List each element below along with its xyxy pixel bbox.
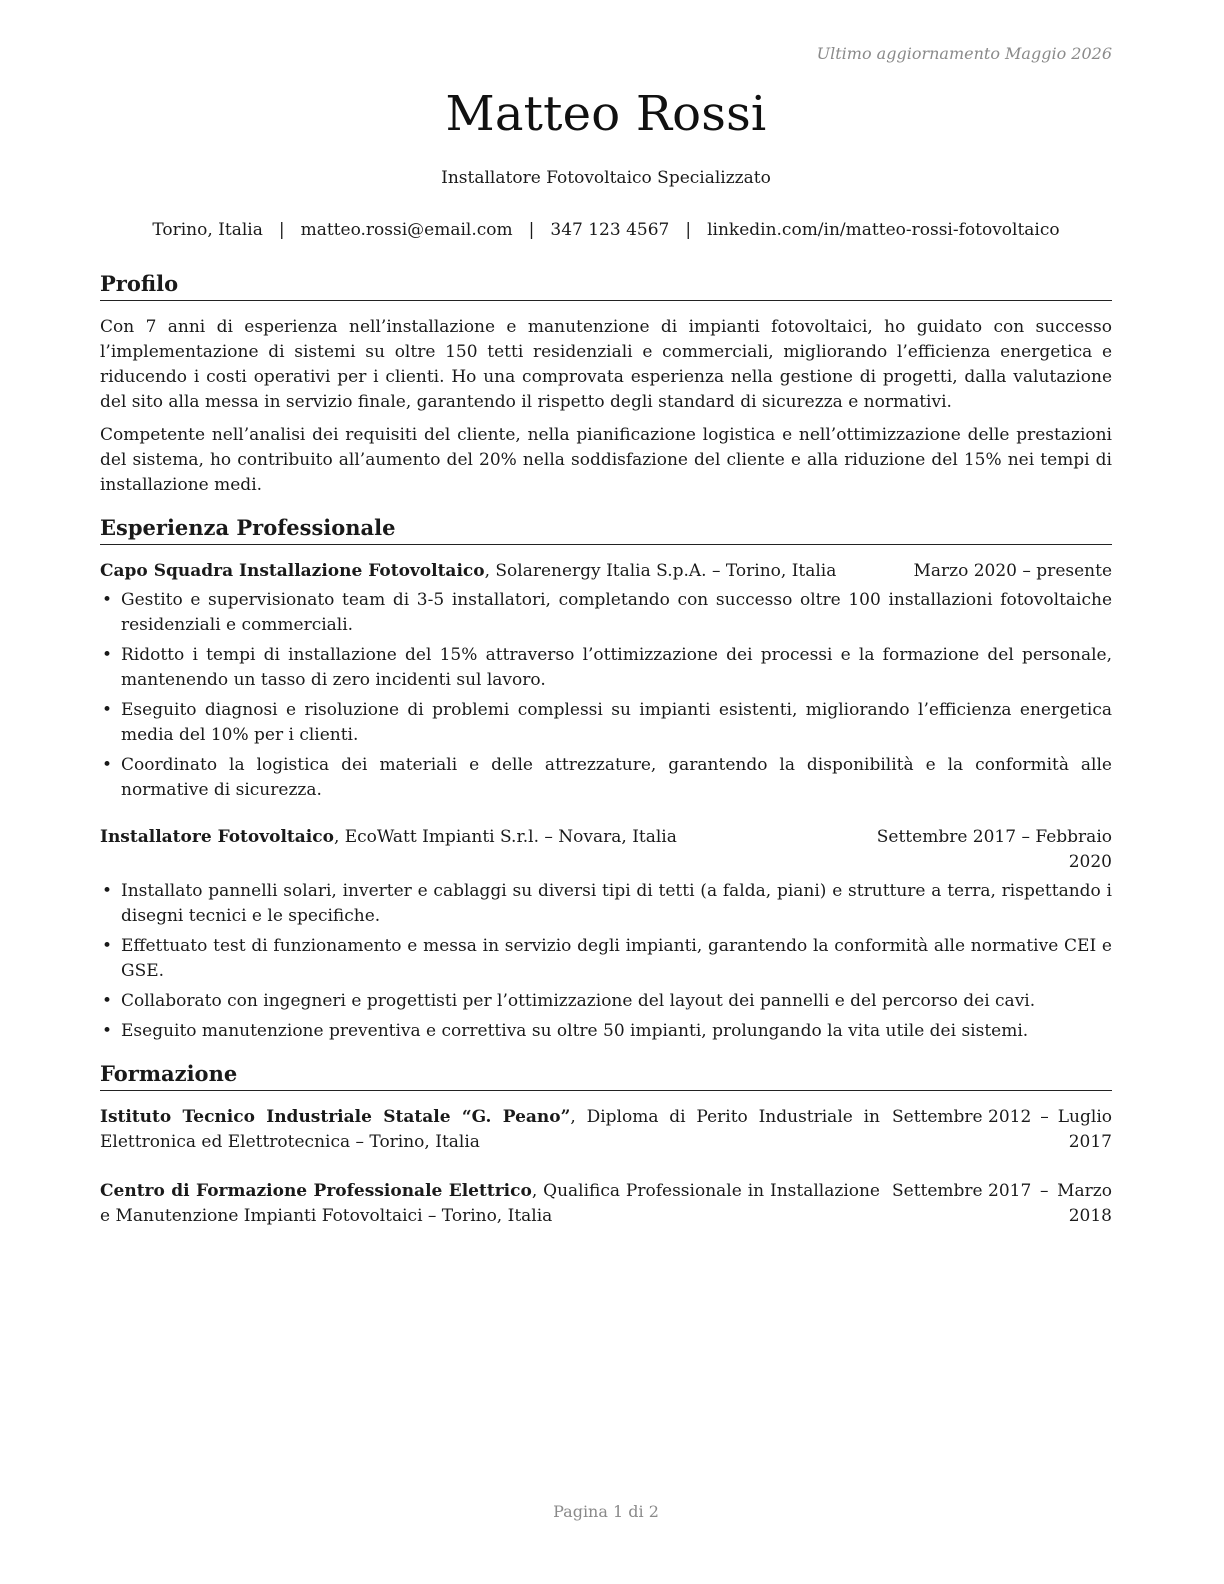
job-bullet-list <box>100 588 1112 803</box>
list-item <box>100 1019 1112 1044</box>
bullet-text: Eseguito diagnosi e risoluzione di problemi complessi su impianti esistenti, migliorando l’efficienza energetica media del 10% per i clienti. <box>121 700 1112 745</box>
education-entry <box>100 1105 1112 1155</box>
resume-content <box>100 270 1112 1243</box>
job-header <box>100 559 1112 584</box>
profile-paragraph: Con 7 anni di esperienza nell’installazione e manutenzione di impianti fotovoltaici, ho guidato con successo l’implementazione di sistemi su oltre 150 tetti residenziali e commerciali, migliorando l’efficienza energetica e riducendo i costi operativi per i clienti. Ho una comprovata esperienza nella gestione di progetti, dalla valutazione del sito alla messa in servizio finale, garantendo il rispetto degli standard di sicurezza e normativi. <box>100 317 1112 412</box>
contact-email-link[interactable]: matteo.rossi@email.com <box>300 220 513 240</box>
education-description <box>100 1179 880 1229</box>
bullet-text: Gestito e supervisionato team di 3-5 installatori, completando con successo oltre 100 installazioni fotovoltaiche residenziali e commerciali. <box>121 590 1112 635</box>
job-role: Capo Squadra Installazione Fotovoltaico <box>100 561 485 581</box>
experience-section <box>100 514 1112 1044</box>
contact-line <box>100 220 1112 240</box>
bullet-text: Collaborato con ingegneri e progettisti per l’ottimizzazione del layout dei pannelli e del percorso dei cavi. <box>121 991 1036 1011</box>
education-date-dash: – <box>1039 1181 1049 1201</box>
bullet-text: Coordinato la logistica dei materiali e delle attrezzature, garantendo la disponibilità e la conformità alle normative di sicurezza. <box>121 755 1112 800</box>
contact-separator: | <box>685 220 692 240</box>
education-dates <box>892 1179 1112 1229</box>
job-bullet-list <box>100 879 1112 1044</box>
list-item <box>100 989 1112 1014</box>
education-date-end-month: Marzo <box>1057 1181 1112 1201</box>
profile-section <box>100 270 1112 498</box>
job-company: , EcoWatt Impianti S.r.l. – Novara, Italia <box>333 827 677 847</box>
bullet-icon: • <box>102 590 113 610</box>
bullet-icon: • <box>102 1021 113 1041</box>
job-title: Installatore Fotovoltaico Specializzato <box>441 168 771 188</box>
page-number: Pagina 1 di 2 <box>553 1502 659 1521</box>
bullet-text: Effettuato test di funzionamento e messa in servizio degli impianti, garantendo la conformità alle normative CEI e GSE. <box>121 936 1112 981</box>
section-heading-profile: Profilo <box>100 270 1112 301</box>
resume-page <box>100 0 1112 1584</box>
profile-paragraph: Competente nell’analisi dei requisiti del cliente, nella pianificazione logistica e nell’ottimizzazione delle prestazioni del sistema, ho contribuito all’aumento del 20% nella soddisfazione del cliente e alla riduzione del 15% nei tempi di installazione medi. <box>100 425 1112 495</box>
job-title-line <box>100 559 913 584</box>
education-school: Centro di Formazione Professionale Elettrico <box>100 1181 532 1201</box>
education-date-start: Settembre 2012 <box>892 1107 1032 1127</box>
job-company: , Solarenergy Italia S.p.A. – Torino, Italia <box>484 561 837 581</box>
bullet-icon: • <box>102 755 113 775</box>
job-entry <box>100 825 1112 1044</box>
list-item <box>100 588 1112 638</box>
job-role: Installatore Fotovoltaico <box>100 827 334 847</box>
bullet-icon: • <box>102 881 113 901</box>
contact-phone[interactable]: 347 123 4567 <box>550 220 670 240</box>
job-dates: Settembre 2017 – Febbraio 2020 <box>876 827 1112 872</box>
list-item <box>100 643 1112 693</box>
bullet-icon: • <box>102 991 113 1011</box>
education-date-end-month: Luglio <box>1057 1107 1112 1127</box>
education-details: , Qualifica Professionale in Installazione e Manutenzione Impianti Fotovoltaici – Torino, Italia <box>100 1181 880 1226</box>
contact-location: Torino, Italia <box>152 220 263 240</box>
bullet-text: Installato pannelli solari, inverter e cablaggi su diversi tipi di tetti (a falda, piani) e strutture a terra, rispettando i disegni tecnici e le specifiche. <box>121 881 1112 926</box>
bullet-icon: • <box>102 700 113 720</box>
education-date-start: Settembre 2017 <box>892 1181 1032 1201</box>
section-heading-experience: Esperienza Professionale <box>100 514 1112 545</box>
bullet-icon: • <box>102 936 113 956</box>
job-header <box>100 825 1112 875</box>
contact-separator: | <box>528 220 535 240</box>
bullet-icon: • <box>102 645 113 665</box>
job-entry <box>100 559 1112 803</box>
education-entry <box>100 1179 1112 1229</box>
education-dates <box>892 1105 1112 1155</box>
list-item <box>100 879 1112 929</box>
list-item <box>100 753 1112 803</box>
education-date-dash: – <box>1040 1107 1049 1127</box>
bullet-text: Eseguito manutenzione preventiva e correttiva su oltre 50 impianti, prolungando la vita utile dei sistemi. <box>121 1021 1029 1041</box>
job-dates: Marzo 2020 – presente <box>913 561 1112 581</box>
contact-separator: | <box>278 220 285 240</box>
bullet-text: Ridotto i tempi di installazione del 15% attraverso l’ottimizzazione dei processi e la formazione del personale, mantenendo un tasso di zero incidenti sul lavoro. <box>121 645 1112 690</box>
section-heading-education: Formazione <box>100 1060 1112 1091</box>
list-item <box>100 698 1112 748</box>
last-updated-note: Ultimo aggiornamento Maggio 2026 <box>816 44 1112 63</box>
education-details: , Diploma di Perito Industriale in Elettronica ed Elettrotecnica – Torino, Italia <box>100 1107 880 1152</box>
education-description <box>100 1105 880 1155</box>
list-item <box>100 934 1112 984</box>
education-date-end-year: 2018 <box>1068 1206 1112 1226</box>
job-title-line <box>100 825 872 875</box>
contact-linkedin-link[interactable]: linkedin.com/in/matteo-rossi-fotovoltaico <box>707 220 1060 240</box>
candidate-name: Matteo Rossi <box>445 86 767 142</box>
education-date-end-year: 2017 <box>1068 1132 1112 1152</box>
education-school: Istituto Tecnico Industriale Statale “G. Peano” <box>100 1107 571 1127</box>
education-section <box>100 1060 1112 1229</box>
